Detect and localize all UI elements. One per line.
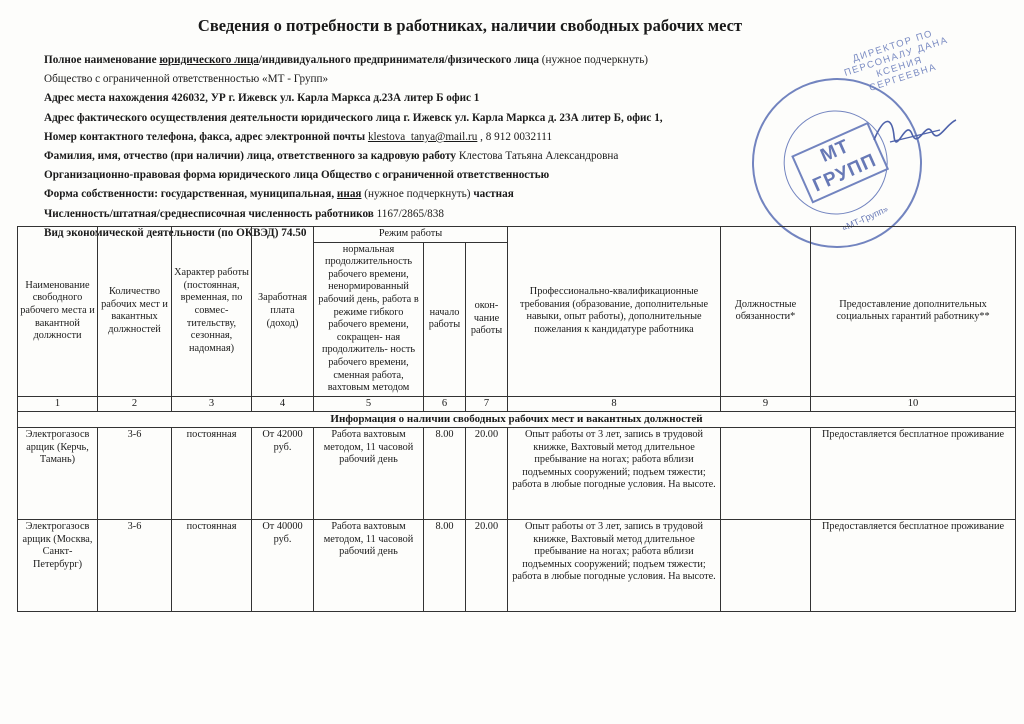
cell-name: Электрогазосв арщик (Керчь, Тамань) (18, 427, 98, 519)
vacancies-table (17, 226, 1016, 612)
header-requirements: Профессионально-квалификационные требования (образование, дополнительные навыки, опыт работы), дополнительные пожелания к кандидатуре работника (508, 227, 721, 397)
stamp-logo: МТ ГРУПП (791, 122, 889, 204)
ownership-note: (нужное подчеркнуть) (361, 188, 474, 201)
section-title: Информация о наличии свободных рабочих мест и вакантных должностей (18, 412, 1016, 428)
cell-salary: От 40000 руб. (252, 519, 314, 611)
address-line: Адрес места нахождения 426032, УР г. Ижевск ул. Карла Маркса д.23А литер Б офис 1 (44, 92, 480, 105)
cell-type: постоянная (172, 519, 252, 611)
column-number: 8 (508, 396, 721, 412)
header-row-1 (18, 227, 1016, 243)
org-name: Общество с ограниченной ответственностью «МТ - Групп» (44, 73, 329, 86)
legal-form-label: Полное наименование (44, 54, 160, 66)
legal-form-options: /индивидуального предпринимателя/физического лица (258, 54, 542, 66)
ownership-line (44, 185, 784, 204)
cell-guarantees: Предоставляется бесплатное проживание (811, 519, 1016, 611)
column-number: 3 (172, 396, 252, 412)
cell-mode: Работа вахтовым методом, 11 часовой рабочий день (314, 519, 424, 611)
header-work-mode: Режим работы (314, 227, 508, 243)
fact-address-label: Адрес фактического осуществления деятельности юридического лица (44, 111, 401, 124)
column-number: 4 (252, 396, 314, 412)
cell-start: 8.00 (424, 519, 466, 611)
staff-label: Численность/штатная/среднесписочная численность работников (44, 207, 377, 220)
cell-start: 8.00 (424, 427, 466, 519)
header-type: Характер работы (постоянная, временная, по совмес- тительству, сезонная, надомная) (172, 227, 252, 397)
cell-duties (721, 427, 811, 519)
cell-end: 20.00 (466, 519, 508, 611)
column-number: 5 (314, 396, 424, 412)
contact-label: Номер контактного телефона, факса, адрес электронной почты (44, 130, 368, 143)
header-guarantees: Предоставление дополнительных социальных гарантий работнику** (811, 227, 1016, 397)
table-row (18, 519, 1016, 611)
okved-line: Вид экономической деятельности (по ОКВЭД) 74.50 (44, 226, 307, 239)
stamp-caption: «МТ-Групп» (840, 203, 890, 234)
header-duties: Должностные обязанности* (721, 227, 811, 397)
cell-count: 3-6 (98, 519, 172, 611)
hr-person-label: Фамилия, имя, отчество (при наличии) лица, ответственного за кадровую работу (44, 150, 459, 163)
column-number: 2 (98, 396, 172, 412)
column-number: 6 (424, 396, 466, 412)
cell-type: постоянная (172, 427, 252, 519)
hr-person-name: Клестова Татьяна Александровна (458, 150, 619, 163)
column-number: 1 (18, 396, 98, 412)
stamp-handwriting: ДИРЕКТОР ПО ПЕРСОНАЛУ ДАНА КСЕНИЯ СЕРГЕЕВНА (842, 28, 950, 94)
staff-line (44, 205, 784, 224)
legal-form-line (44, 51, 784, 70)
ownership-value: частная (473, 188, 514, 201)
org-form-line: Организационно-правовая форма юридического лица Общество с ограниченной ответственностью (44, 169, 550, 182)
header-mode-type: нормальная продолжительность рабочего времени, ненормированный рабочий день, работа в режиме гибкого рабочего времени, сокращен- ная продолжитель- ность рабочего времени, сменная работа, вахтовым методом (314, 242, 424, 396)
header-end: окон- чание работы (466, 242, 508, 396)
section-row (18, 412, 1016, 428)
ownership-selected: иная (336, 188, 362, 201)
column-number: 7 (466, 396, 508, 412)
employer-info (44, 51, 784, 243)
cell-count: 3-6 (98, 427, 172, 519)
cell-mode: Работа вахтовым методом, 11 часовой рабочий день (314, 427, 424, 519)
signature-icon (870, 110, 960, 150)
document-title: Сведения о потребности в работниках, наличии свободных рабочих мест (197, 16, 743, 35)
column-numbers-row (18, 396, 1016, 412)
fact-address-value: г. Ижевск ул. Карла Маркса д. 23А литер Б, офис 1, (400, 111, 663, 124)
cell-requirements: Опыт работы от 3 лет, запись в трудовой книжке, Вахтовый метод длительное пребывание на ногах; работа вблизи подъемных сооружений; подъем тяжести; работа в любые погодные условия. На высоте. (508, 427, 721, 519)
cell-name: Электрогазосв арщик (Москва, Санкт-Петербург) (18, 519, 98, 611)
hr-person-line (44, 147, 784, 166)
cell-requirements: Опыт работы от 3 лет, запись в трудовой книжке, Вахтовый метод длительное пребывание на ногах; работа вблизи подъемных сооружений; подъем тяжести; работа в любые погодные условия. На высоте. (508, 519, 721, 611)
table-row (18, 427, 1016, 519)
header-salary: Заработная плата (доход) (252, 227, 314, 397)
column-number: 9 (721, 396, 811, 412)
fact-address-line (44, 109, 784, 128)
staff-value: 1167/2865/838 (376, 207, 444, 220)
cell-duties (721, 519, 811, 611)
legal-form-selected: юридического лица (159, 54, 259, 66)
header-count: Количество рабочих мест и вакантных должностей (98, 227, 172, 397)
cell-salary: От 42000 руб. (252, 427, 314, 519)
legal-form-note: (нужное подчеркнуть) (541, 54, 649, 66)
cell-end: 20.00 (466, 427, 508, 519)
email-link[interactable]: klestova_tanya@mail.ru (367, 130, 478, 143)
contact-line (44, 128, 784, 147)
ownership-label: Форма собственности: государственная, муниципальная, (44, 188, 337, 201)
phone-number: , 8 912 0032111 (477, 130, 553, 143)
header-name: Наименование свободного рабочего места и вакантной должности (18, 227, 98, 397)
cell-guarantees: Предоставляется бесплатное проживание (811, 427, 1016, 519)
header-start: начало работы (424, 242, 466, 396)
column-number: 10 (811, 396, 1016, 412)
